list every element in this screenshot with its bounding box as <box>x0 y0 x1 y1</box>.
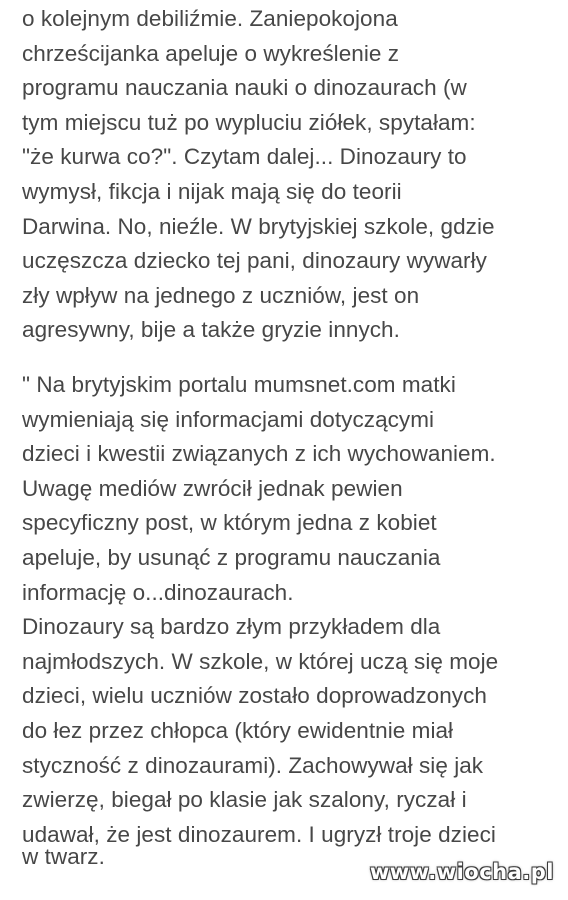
text-line: Darwina. No, nieźle. W brytyjskiej szkole, gdzie <box>22 213 495 239</box>
text-line: wymysł, fikcja i nijak mają się do teorii <box>22 179 402 204</box>
text-line: Uwagę mediów zwrócił jednak pewien <box>22 475 403 501</box>
text-line: najmłodszych. W szkole, w której uczą się moje <box>22 648 499 674</box>
text-line: zły wpływ na jednego z uczniów, jest on <box>22 282 420 308</box>
text-line: specyficzny post, w którym jedna z kobiet <box>22 510 437 536</box>
text-line: Dinozaury są bardzo złym przykładem dla <box>22 614 441 640</box>
text-line: o kolejnym debiliźmie. Zaniepokojona <box>22 6 398 31</box>
text-line: " Na brytyjskim portalu mumsnet.com matki <box>22 372 456 397</box>
text-line: tym miejscu tuż po wypluciu ziółek, spytałam: <box>22 109 476 135</box>
text-line: informację o...dinozaurach. <box>22 579 294 605</box>
text-line: dzieci, wielu uczniów zostało doprowadzonych <box>22 683 487 709</box>
text-line: chrześcijanka apeluje o wykreślenie z <box>22 40 400 66</box>
text-line: agresywny, bije a także gryzie innych. <box>22 317 400 343</box>
text-line: dzieci i kwestii związanych z ich wychowaniem. <box>22 441 496 467</box>
text-line: do łez przez chłopca (który ewidentnie miał <box>22 718 454 743</box>
text-line: udawał, że jest dinozaurem. I ugryzł troje dzieci <box>22 821 496 847</box>
text-line: zwierzę, biegał po klasie jak szalony, ryczał i <box>22 787 467 813</box>
text-line: "że kurwa co?". Czytam dalej... Dinozaury to <box>22 144 467 170</box>
text-line: programu nauczania nauki o dinozaurach (w <box>22 75 467 101</box>
site-watermark: www.wiocha.pl <box>369 860 554 884</box>
text-line: styczność z dinozaurami). Zachowywał się jak <box>22 752 484 778</box>
text-line: wymieniają się informacjami dotyczącymi <box>22 406 435 432</box>
text-line: uczęszcza dziecko tej pani, dinozaury wywarły <box>22 248 487 274</box>
text-line: apeluje, by usunąć z programu nauczania <box>22 545 441 570</box>
text-line: w twarz. <box>22 844 105 870</box>
